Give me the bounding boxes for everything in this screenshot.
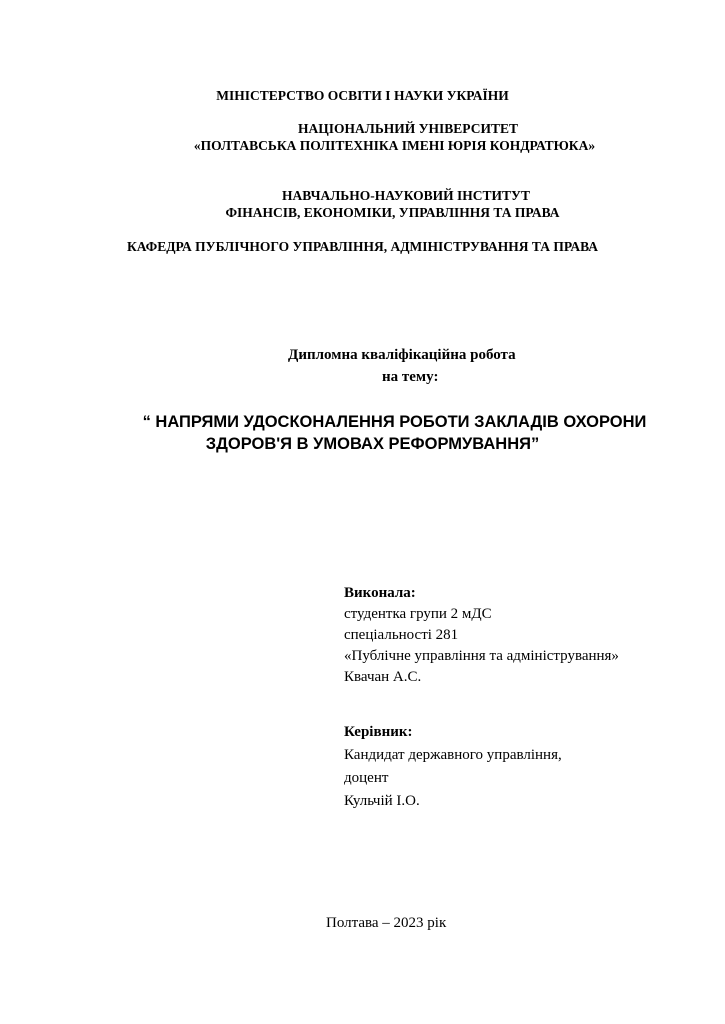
supervisor-name: Кульчій І.О. [344, 793, 420, 809]
author-block [344, 583, 619, 688]
place-year: Полтава – 2023 рік [326, 915, 447, 931]
author-name: Квачан А.С. [344, 669, 422, 685]
ministry-heading: МІНІСТЕРСТВО ОСВІТИ І НАУКИ УКРАЇНИ [216, 88, 509, 103]
institute-heading-line1: НАВЧАЛЬНО-НАУКОВИЙ ІНСТИТУТ [282, 188, 530, 203]
supervisor-degree: Кандидат державного управління, [344, 747, 562, 763]
author-specialty: спеціальності 281 [344, 627, 459, 643]
institute-heading-line2: ФІНАНСІВ, ЕКОНОМІКИ, УПРАВЛІННЯ ТА ПРАВА [225, 205, 560, 220]
supervisor-block [344, 721, 562, 813]
university-heading-line2: «ПОЛТАВСЬКА ПОЛІТЕХНІКА ІМЕНІ ЮРІЯ КОНДРАТЮКА» [193, 138, 596, 153]
supervisor-label: Керівник: [344, 724, 413, 740]
department-heading: КАФЕДРА ПУБЛІЧНОГО УПРАВЛІННЯ, АДМІНІСТРУВАННЯ ТА ПРАВА [126, 239, 599, 254]
author-program: «Публічне управління та адміністрування» [344, 648, 619, 664]
author-label: Виконала: [344, 585, 416, 601]
author-group: студентка групи 2 мДС [344, 606, 492, 622]
thesis-topic-line2: ЗДОРОВ'Я В УМОВАХ РЕФОРМУВАННЯ” [205, 435, 540, 453]
thesis-type-line2: на тему: [382, 369, 439, 385]
thesis-topic-line1: “ НАПРЯМИ УДОСКОНАЛЕННЯ РОБОТИ ЗАКЛАДІВ ОХОРОНИ [142, 413, 647, 431]
thesis-type-line1: Дипломна кваліфікаційна робота [288, 347, 516, 363]
university-heading-line1: НАЦІОНАЛЬНИЙ УНІВЕРСИТЕТ [298, 121, 518, 136]
supervisor-title: доцент [344, 770, 389, 786]
